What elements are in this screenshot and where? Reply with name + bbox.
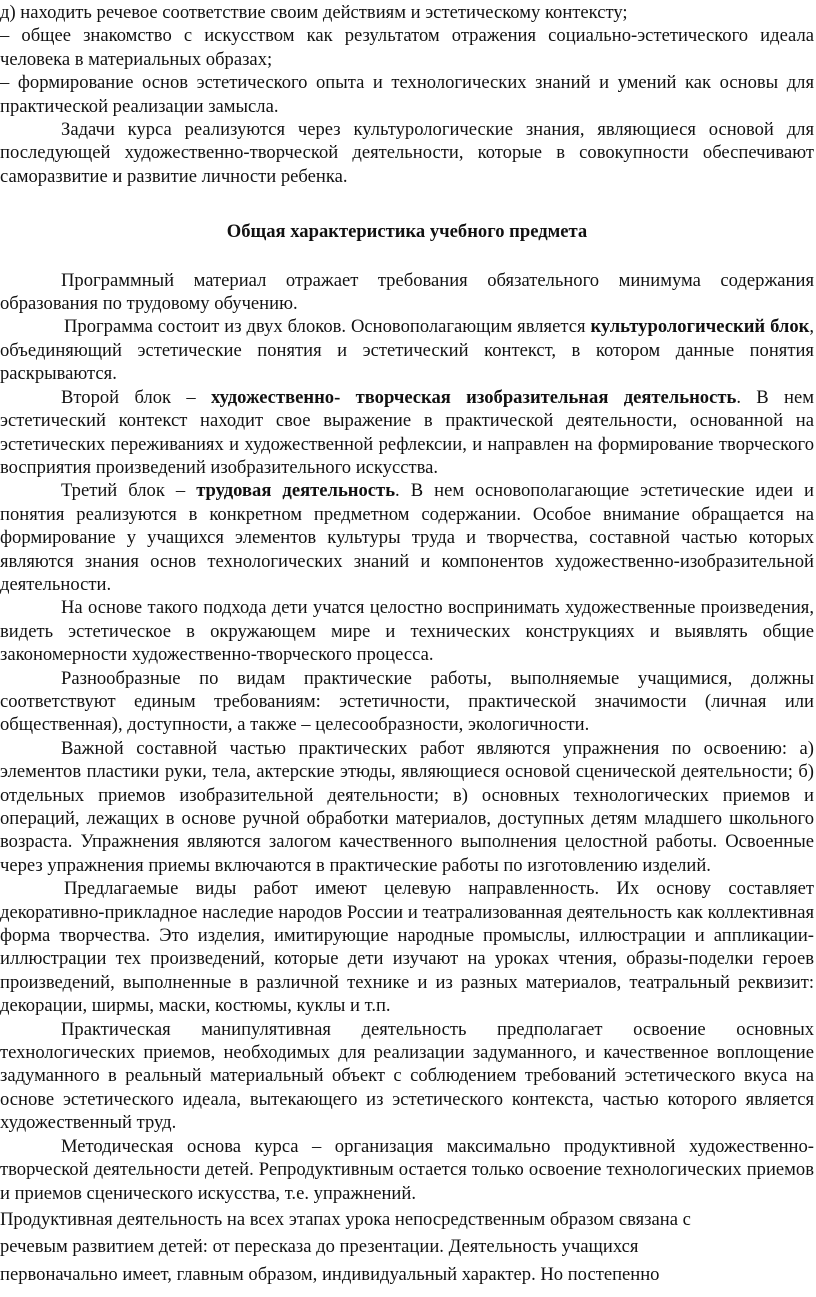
paragraph-productive bbox=[0, 1206, 814, 1289]
list-item-dash-1: – общее знакомство с искусством как результатом отражения социально-эстетического идеала человека в материальных образах; bbox=[0, 25, 814, 70]
paragraph-third-block bbox=[0, 479, 814, 596]
p2-text-end: , объединяющий эстетические понятия и эстетический контекст, в котором данные понятия раскрываются. bbox=[0, 316, 814, 385]
paragraph-practical-works: Разнообразные по видам практические работы, выполняемые учащимися, должны соответствуют единым требованиям: эстетичности, практической значимости (личная или общественная), доступности, а также – целесообразности, экологичности. bbox=[0, 667, 814, 736]
productive-line-2: речевым развитием детей: от пересказа до презентации. Деятельность учащихся bbox=[0, 1236, 639, 1258]
paragraph-methodical-basis: Методическая основа курса – организация максимально продуктивной художественно-творческой деятельности детей. Репродуктивным остается только освоение технологических приемов и приемов сценического искусства, т.е. упражнений. bbox=[0, 1135, 814, 1204]
paragraph-manipulative: Практическая манипулятивная деятельность предполагает освоение основных технологических приемов, необходимых для реализации задуманного, и качественное воплощение задуманного в реальный материальный объект с соблюдением требований эстетического вкуса на основе эстетического идеала, вытекающего из эстетического контекста, частью которого является художественный труд. bbox=[0, 1018, 814, 1134]
paragraph-tasks: Задачи курса реализуются через культурологические знания, являющиеся основой для последующей художественно-творческой деятельности, которые в совокупности обеспечивают саморазвитие и развитие личности ребенка. bbox=[0, 119, 814, 187]
productive-line-3: первоначально имеет, главным образом, индивидуальный характер. Но постепенно bbox=[0, 1263, 660, 1285]
paragraph-work-types: Предлагаемые виды работ имеют целевую направленность. Их основу составляет декоративно-прикладное наследие народов России и театрализованная деятельность как коллективная форма творчества. Это изделия, имитирующие народные промыслы, иллюстрации и аппликации-иллюстрации тех произведений, которые дети изучают на уроках чтения, образы-поделки героев произведений, выполненные в различной технике и из разных материалов, театральный реквизит: декорации, ширмы, маски, костюмы, куклы и т.п. bbox=[0, 878, 814, 1017]
p3-text-end: . В нем эстетический контекст находит свое выражение в практической деятельности, основанной на эстетических переживаниях и художественной рефлексии, и направлен на формирование творческого восприятия произведений изобразительного искусства. bbox=[0, 386, 814, 478]
p4-bold-term: трудовая деятельность bbox=[196, 480, 396, 502]
p2-text-start: Программа состоит из двух блоков. Основополагающим является bbox=[64, 316, 591, 338]
productive-line-1: Продуктивная деятельность на всех этапах урока непосредственным образом связана с bbox=[0, 1208, 691, 1230]
paragraph-exercises: Важной составной частью практических работ являются упражнения по освоению: а) элементов пластики руки, тела, актерские этюды, являющиеся основой сценической деятельности; б) отдельных приемов изобразительной деятельности; в) основных технологических приемов и операций, лежащих в основе ручной обработки материалов, доступных детям младшего школьного возраста. Упражнения являются залогом качественного выполнения целостной работы. Освоенные через упражнения приемы включаются в практические работы по изготовлению изделий. bbox=[0, 737, 814, 876]
paragraph-two-blocks bbox=[0, 315, 814, 385]
p4-text-end: . В нем основополагающие эстетические идеи и понятия реализуются в конкретном предметном содержании. Особое внимание обращается на формирование у учащихся элементов культуры труда и творчества, составной частью которых являются знания основ технологических знаний и компонентов художественно-изобразительной деятельности. bbox=[0, 480, 814, 595]
list-item-d: д) находить речевое соответствие своим действиям и эстетическому контексту; bbox=[0, 2, 628, 23]
p3-text-start: Второй блок – bbox=[61, 386, 212, 408]
paragraph-approach: На основе такого подхода дети учатся целостно воспринимать художественные произведения, видеть эстетическое в окружающем мире и технических конструкциях и выявлять общие закономерности художественно-творческого процесса. bbox=[0, 597, 814, 666]
list-item-dash-2: – формирование основ эстетического опыта и технологических знаний и умений как основы для практической реализации замысла. bbox=[0, 72, 814, 117]
p2-bold-term: культурологический блок bbox=[590, 316, 810, 338]
p3-bold-term: художественно- творческая изобразительная деятельность bbox=[211, 386, 737, 408]
p4-text-start: Третий блок – bbox=[61, 480, 197, 502]
document-page bbox=[0, 1, 814, 1288]
paragraph-program-material: Программный материал отражает требования обязательного минимума содержания образования по трудовому обучению. bbox=[0, 269, 814, 315]
section-title: Общая характеристика учебного предмета bbox=[226, 221, 588, 243]
paragraph-second-block bbox=[0, 386, 814, 480]
